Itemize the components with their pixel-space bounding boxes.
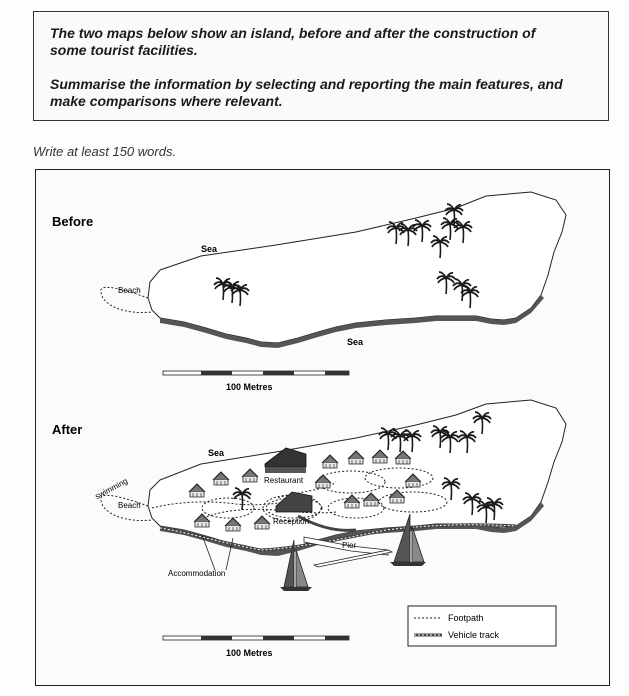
legend-footpath-label: Footpath <box>448 613 484 623</box>
after-heading: After <box>52 422 83 437</box>
restaurant-building <box>265 448 306 473</box>
after-sea-label: Sea <box>208 448 225 458</box>
maps-svg <box>36 170 611 687</box>
task-text-line-3: Summarise the information by selecting and reporting the main features, and <box>50 76 563 92</box>
after-scale-label: 100 Metres <box>226 648 273 658</box>
task-text-line-2: some tourist facilities. <box>50 42 198 58</box>
before-island <box>101 192 566 348</box>
after-island <box>101 400 566 556</box>
after-scale-bar <box>163 636 349 640</box>
after-beach-label: Beach <box>118 501 141 510</box>
task-text-line-1: The two maps below show an island, before and after the construction of <box>50 25 536 41</box>
legend <box>408 606 556 646</box>
maps-frame <box>35 169 610 686</box>
swimming-label: swimming <box>93 476 130 502</box>
legend-vehicle-track-label: Vehicle track <box>448 630 500 640</box>
before-sea-north-label: Sea <box>201 244 218 254</box>
task-text-line-4: make comparisons where relevant. <box>50 93 283 109</box>
task-box <box>33 11 609 121</box>
instruction-text: Write at least 150 words. <box>33 144 177 159</box>
before-beach-label: Beach <box>118 286 141 295</box>
accommodation-label: Accommodation <box>168 569 226 578</box>
before-scale-bar <box>163 371 349 375</box>
reception-label: Reception <box>273 517 310 526</box>
before-scale-label: 100 Metres <box>226 382 273 392</box>
before-heading: Before <box>52 214 94 229</box>
pier-label: Pier <box>342 541 357 550</box>
before-sea-south-label: Sea <box>347 337 364 347</box>
restaurant-label: Restaurant <box>264 476 304 485</box>
